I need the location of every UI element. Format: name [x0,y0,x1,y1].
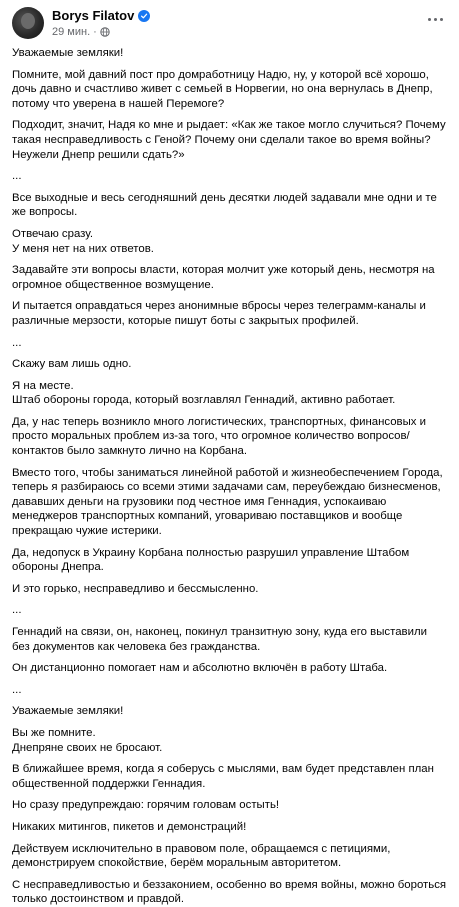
post-meta [52,8,150,39]
post-text-line: Помните, мой давний пост про домработницу Надю, ну, у которой всё хорошо, дочь давно и счастливо живет с семьей в Норвегии, но она вернулась в Днепр, потому что уверена в нашей Перемоге? [12,68,433,110]
post-text-line: Штаб обороны города, который возглавлял Геннадий, активно работает. [12,394,396,407]
post-paragraph [12,357,447,372]
post-text-line: Днепряне своих не бросают. [12,741,163,754]
post-text-line: Он дистанционно помогает нам и абсолютно включён в работу Штаба. [12,662,388,675]
post-paragraph [12,299,447,328]
post-paragraph [12,603,447,618]
post-text-line: В ближайшее время, когда я соберусь с мыслями, вам будет представлен план общественной поддержки Геннадия. [12,763,434,790]
post-body [12,46,447,907]
post-paragraph [12,415,447,459]
post-text-line: ... [12,336,22,349]
post-paragraph [12,46,447,61]
post-paragraph [12,726,447,755]
post-paragraph [12,798,447,813]
author-name-row [52,8,150,24]
post-text-line: У меня нет на них ответов. [12,242,154,255]
post-text-line: Подходит, значит, Надя ко мне и рыдает: «Как же такое могло случиться? Почему такая несправедливость с Геной? Почему они сделали такое во время войны? Неужели Днепр решили сдать?» [12,119,446,161]
post-paragraph [12,169,447,184]
author-name[interactable]: Borys Filatov [52,7,135,23]
post-timestamp[interactable]: 29 мин. [52,25,91,38]
post-paragraph [12,466,447,539]
post-text-line: Все выходные и весь сегодняшний день десятки людей задавали мне одни и те же вопросы. [12,191,437,219]
post-text-line: С несправедливостью и беззаконием, особенно во время войны, можно бороться только достоинством и правдой. [12,878,447,906]
post-text-line: ... [12,683,22,696]
post-text-line: Уважаемые земляки! [12,705,124,718]
globe-icon [100,27,110,37]
post-text-line: И это горько, несправедливо и бессмысленно. [12,582,259,595]
post-text-line: Действуем исключительно в правовом поле, обращаемся с петициями, демонстрируем спокойствие, берём моральным авторитетом. [12,842,391,870]
post-paragraph [12,661,447,676]
separator-dot: · [93,25,97,38]
post-paragraph [12,68,447,112]
post-paragraph [12,878,447,907]
post-text-line: Задавайте эти вопросы власти, которая молчит уже который день, несмотря на огромное общественное возмущение. [12,264,435,291]
author-avatar[interactable] [12,7,44,39]
post-text-line: Да, недопуск в Украину Корбана полностью разрушил управление Штабом обороны Днепра. [12,546,410,574]
post-paragraph [12,118,447,162]
post-paragraph [12,820,447,835]
post-paragraph [12,191,447,220]
post-text-line: Скажу вам лишь одно. [12,358,132,371]
post-text-line: Уважаемые земляки! [12,47,124,59]
post-text-line: И пытается оправдаться через анонимные вбросы через телеграмм-каналы и различные мерзости, которые пишут боты с закрытых профилей. [12,300,426,327]
post-time-row [52,25,150,39]
more-options-icon[interactable] [425,12,445,26]
post-paragraph [12,546,447,575]
post-text-line: Я на месте. [12,379,74,392]
post-paragraph [12,842,447,871]
post-text-line: ... [12,604,22,617]
post-paragraph [12,263,447,292]
post-paragraph [12,625,447,654]
post-paragraph [12,227,447,256]
post-text-line: Да, у нас теперь возникло много логистических, транспортных, финансовых и просто моральных проблем из-за того, что огромное количество вопросов/контактов было замкнуто лично на Корбана. [12,415,427,458]
post-text-line: Вместо того, чтобы заниматься линейной работой и жизнеобеспечением Города, теперь я разбираюсь со всеми этими задачами сам, переубеждаю бизнесменов, дававших деньги на грузовики под честное имя Геннадия, успокаиваю менеджеров транспортных компаний, уговариваю поставщиков и вообще прекращаю чужие истерики. [12,466,443,538]
post-paragraph [12,704,447,719]
post-paragraph [12,683,447,698]
post-text-line: Вы же помните. [12,726,96,739]
post-paragraph [12,762,447,791]
post-text-line: ... [12,170,22,183]
post-paragraph [12,379,447,408]
post-header [12,6,447,40]
post-text-line: Геннадий на связи, он, наконец, покинул транзитную зону, куда его выставили без документов как человека без гражданства. [12,626,427,653]
post-text-line: Отвечаю сразу. [12,227,93,240]
post-text-line: Никаких митингов, пикетов и демонстраций! [12,820,247,833]
post-text-line: Но сразу предупреждаю: горячим головам остыть! [12,799,280,812]
verified-badge-icon [138,10,150,22]
post-paragraph [12,582,447,597]
post-paragraph [12,336,447,351]
